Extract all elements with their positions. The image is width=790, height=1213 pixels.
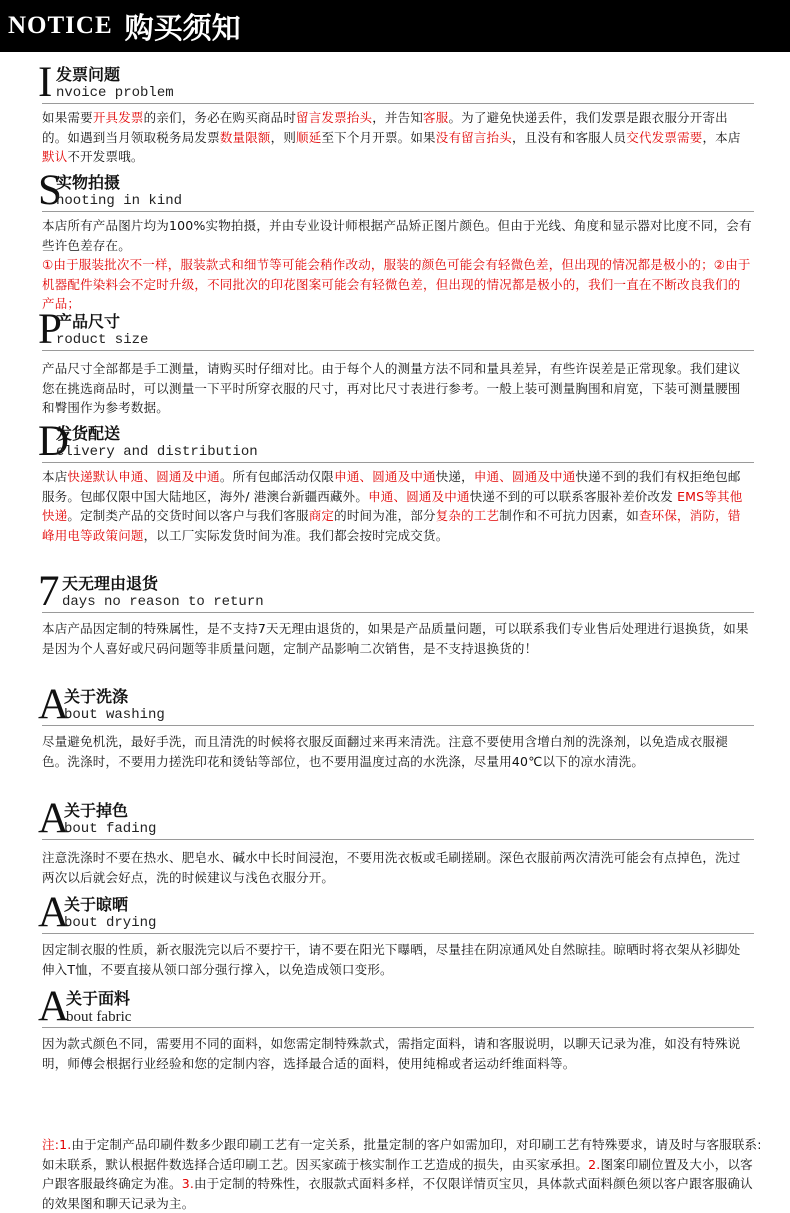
heading-initial: A: [38, 681, 70, 728]
heading-zh: 产品尺寸: [56, 312, 121, 331]
section-body: 产品尺寸全部都是手工测量，请购买时仔细对比。由于每个人的测量方法不同和量具差异，有些许误差是正常现象。我们建议您在挑选商品时，可以测量一下平时所穿衣服的尺寸，再对比尺寸表进行参考。一般上装可测量胸围和肩宽，下装可测量腰围和臀围作为参考数据。: [42, 361, 741, 415]
highlight: 查环保，消防，错峰用电等政策问题: [42, 508, 741, 543]
highlight: 复杂的工艺: [435, 508, 500, 523]
heading-en: bout drying: [64, 915, 157, 931]
note-number: 2.: [588, 1156, 601, 1172]
section-fading: [38, 795, 752, 887]
divider: [42, 103, 754, 104]
section-heading: [38, 681, 752, 728]
text: 本店所有产品图片均为100%实物拍摄，并由专业设计师根据产品矫正图片颜色。但由于光线、角度和显示器对比度不同，会有些许色差存在。: [42, 218, 752, 253]
heading-zh: 关于掉色: [64, 801, 129, 820]
highlight: 数量限额: [219, 129, 271, 145]
heading-initial: I: [38, 59, 53, 106]
section-washing: [38, 681, 752, 771]
text: ，且没有和客服人员: [511, 129, 627, 145]
text: 。所有包邮活动仅限: [219, 469, 335, 484]
section-heading: [38, 889, 752, 936]
text: 由于定制产品印刷件数多少跟印刷工艺有一定关系，批量定制的客户如需加印，对印刷工艺有特殊要求，请及时与客服联系:如未联系，默认根据件数选择合适印刷工艺。因买家疏于核实制作工艺造成的损失，由买家承担。: [42, 1137, 762, 1172]
heading-zh: 发票问题: [56, 65, 121, 84]
text: 的亲们，务必在购买商品时: [143, 110, 297, 125]
heading-initial: D: [38, 418, 70, 465]
heading-initial: A: [38, 889, 70, 936]
note-number: 3.: [181, 1176, 195, 1191]
heading-initial: P: [38, 306, 62, 353]
heading-zh: 天无理由退货: [62, 574, 159, 593]
highlight: ①由于服装批次不一样，服装款式和细节等可能会稍作改动，服装的颜色可能会有轻微色差，但出现的情况都是极小的；②由于机器配件染料会不定时升级，不同批次的印花图案可能会有轻微色差，但出现的情况都是极小的，我们一直在不断改良我们的产品；: [42, 257, 751, 311]
text: 图案印刷位置及大小，以客户跟客服最终确定为准。: [42, 1156, 753, 1191]
text: 不开发票哦。: [67, 149, 144, 164]
text: ，并告知: [372, 110, 424, 125]
note-number: 注:1.: [42, 1137, 72, 1152]
section-drying: [38, 889, 752, 979]
section-heading: [38, 418, 752, 465]
text: 快递，: [435, 469, 474, 484]
heading-zh: 关于晾晒: [64, 895, 129, 914]
section-body: 因为款式颜色不同，需要用不同的面料，如您需定制特殊款式，需指定面料，请和客服说明，以聊天记录为准，如没有特殊说明，师傅会根据行业经验和您的定制内容，选择最合适的面料，使用纯棉或者运动纤维面料等。: [42, 1036, 741, 1071]
section-heading: [38, 983, 752, 1030]
divider: [42, 612, 754, 613]
highlight: 申通、圆通及中通: [473, 469, 576, 484]
divider: [42, 839, 754, 840]
text: 。为了避免快递丢件，我们发票是跟衣服分开寄出的。如遇到当月领取税务局发票: [42, 110, 728, 145]
highlight: 快递默认申通、圆通及中通: [67, 469, 220, 484]
text: ，则: [270, 129, 297, 145]
section-heading: [38, 795, 752, 842]
divider: [42, 462, 754, 463]
heading-zh: 发货配送: [56, 424, 121, 443]
section-heading: [38, 167, 752, 214]
text: 至下个月开票。如果: [321, 129, 436, 145]
heading-initial: 7: [38, 568, 60, 615]
heading-zh: 关于洗涤: [64, 687, 129, 706]
section-delivery: [38, 418, 752, 545]
heading-en: bout fading: [64, 821, 157, 837]
section-heading: [38, 59, 752, 106]
section-invoice: [38, 59, 752, 167]
text: 的时间为准，部分: [334, 508, 436, 523]
highlight: 没有留言抬头: [435, 129, 512, 145]
heading-en: bout washing: [64, 707, 165, 723]
heading-en: elivery and distribution: [56, 444, 258, 460]
heading-en: days no reason to return: [62, 594, 264, 610]
highlight: 交代发票需要: [626, 129, 703, 145]
section-heading: [38, 568, 752, 615]
divider: [42, 350, 754, 351]
section-shooting: [38, 167, 752, 314]
divider: [42, 725, 754, 726]
highlight: 顺延: [296, 129, 322, 145]
text: 如果需要: [42, 110, 93, 125]
heading-zh: 实物拍摄: [56, 173, 121, 192]
section-body: [42, 467, 752, 545]
divider: [42, 933, 754, 934]
section-fabric: [38, 983, 752, 1073]
text: ，以工厂实际发货时间为准。我们都会按时完成交货。: [143, 527, 449, 543]
highlight: 留言发票抬头: [296, 110, 373, 125]
section-heading: [38, 306, 752, 353]
banner-title-en: NOTICE: [8, 12, 113, 39]
heading-initial: A: [38, 795, 70, 842]
highlight: 商定: [308, 508, 335, 523]
text: 制作和不可抗力因素，如: [499, 508, 639, 523]
text: 由于定制的特殊性，衣服款式面料多样，不仅限详情页宝贝，具体款式面料颜色须以客户跟客服确认的效果图和聊天记录为主。: [42, 1176, 753, 1211]
heading-en: nvoice problem: [56, 85, 174, 101]
highlight: 默认: [42, 149, 68, 164]
heading-en: roduct size: [56, 332, 149, 348]
section-return-policy: [38, 568, 752, 658]
heading-initial: A: [38, 983, 70, 1030]
section-body: [42, 108, 752, 167]
highlight: 开具发票: [92, 110, 144, 125]
highlight: 申通、圆通及中通: [368, 488, 470, 504]
highlight: 申通、圆通及中通: [334, 469, 436, 484]
divider: [42, 211, 754, 212]
heading-zh: 关于面料: [66, 989, 131, 1008]
section-body: 注意洗涤时不要在热水、肥皂水、碱水中长时间浸泡，不要用洗衣板或毛刷搓刷。深色衣服前两次清洗可能会有点掉色，洗过两次以后就会好点，洗的时候建议与浅色衣服分开。: [42, 850, 741, 885]
custom-order-note: [42, 1135, 762, 1213]
notice-banner: [0, 0, 790, 52]
highlight: 客服: [423, 110, 449, 125]
text: ，本店: [702, 129, 741, 145]
section-body: [42, 216, 752, 314]
divider: [42, 1027, 754, 1028]
section-body: 本店产品因定制的特殊属性，是不支持7天无理由退货的，如果是产品质量问题，可以联系我们专业售后处理进行退换货，如果是因为个人喜好或尺码问题等非质量问题，定制产品影响二次销售，是不支持退换货的！: [42, 621, 749, 656]
text: 。定制类产品的交货时间以客户与我们客服: [67, 508, 309, 523]
heading-initial: S: [38, 167, 62, 214]
highlight: EMS等其他快递: [42, 488, 743, 523]
section-body: 尽量避免机洗，最好手洗，而且清洗的时候将衣服反面翻过来再来清洗。注意不要使用含增白剂的洗涤剂，以免造成衣服褪色。洗涤时，不要用力搓洗印花和烫钻等部位，也不要用温度过高的水洗涤，尽量用40℃以下的凉水清洗。: [42, 734, 728, 769]
section-product-size: [38, 306, 752, 418]
text: 快递不到的我们有权拒绝包邮服务。包邮仅限中国大陆地区，海外/ 港澳台新疆西藏外。: [42, 469, 741, 504]
section-body: 因定制衣服的性质，新衣服洗完以后不要拧干，请不要在阳光下曝晒，尽量挂在阴凉通风处自然晾挂。晾晒时将衣架从衫脚处伸入T恤，不要直接从领口部分强行撑入，以免造成领口变形。: [42, 942, 741, 977]
text: 快递不到的可以联系客服补差价改发: [469, 488, 678, 504]
heading-en: bout fabric: [66, 1009, 132, 1025]
text: 本店: [42, 469, 68, 484]
banner-title-zh: 购买须知: [124, 10, 241, 45]
heading-en: hooting in kind: [56, 193, 183, 209]
